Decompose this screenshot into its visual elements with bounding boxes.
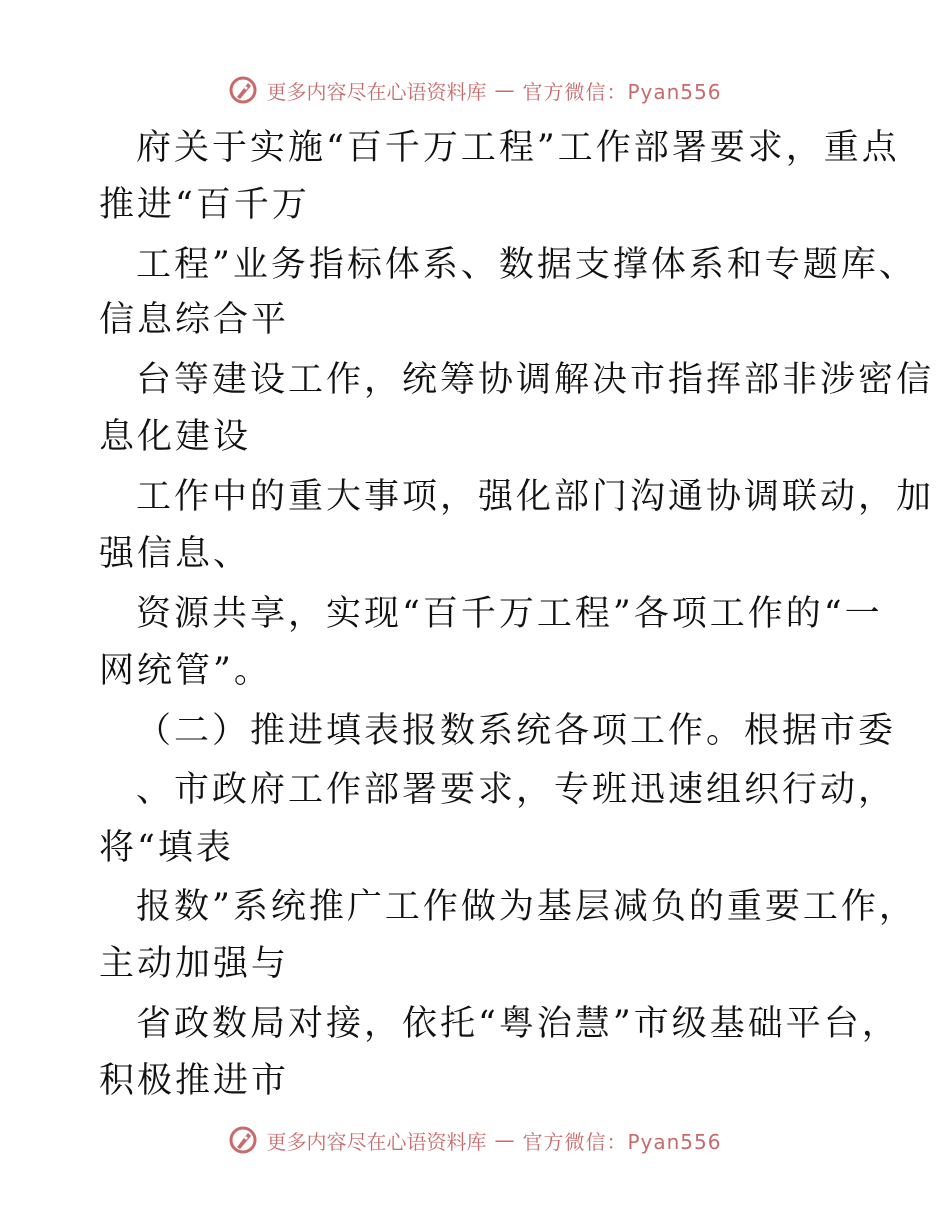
- watermark-header: [0, 70, 950, 110]
- text-line: 息化建设: [99, 417, 252, 457]
- watermark-brand: 更多内容尽在心语资料库: [266, 79, 487, 104]
- watermark-separator: —: [494, 78, 515, 102]
- watermark-brand: 更多内容尽在心语资料库: [266, 1129, 487, 1154]
- text-line: 积极推进市: [99, 1061, 290, 1101]
- text-line: 将“填表: [99, 828, 234, 868]
- text-line: 台等建设工作，统筹协调解决市指挥部非涉密信: [136, 360, 935, 400]
- text-line: 信息综合平: [99, 300, 290, 340]
- text-line: 省政数局对接，依托“粤治慧”市级基础平台，: [136, 1004, 900, 1044]
- watermark-contact: 官方微信：Pyan556: [522, 79, 722, 104]
- text-line: 报数”系统推广工作做为基层减负的重要工作，: [136, 887, 917, 927]
- text-line: 网统管”。: [99, 651, 272, 691]
- text-line: （二）推进填表报数系统各项工作。根据市委: [136, 711, 897, 751]
- text-line: 推进“百千万: [99, 185, 310, 225]
- pen-nib-circle-icon: [228, 1125, 258, 1155]
- text-line: 强信息、: [99, 534, 252, 574]
- text-line: 、市政府工作部署要求，专班迅速组织行动，: [136, 770, 897, 810]
- watermark-contact: 官方微信：Pyan556: [522, 1129, 722, 1154]
- text-line: 资源共享，实现“百千万工程”各项工作的“一: [136, 594, 883, 634]
- text-line: 工作中的重大事项，强化部门沟通协调联动，加: [136, 477, 935, 517]
- watermark-footer: [0, 1120, 950, 1160]
- text-line: 工程”业务指标体系、数据支撑体系和专题库、: [136, 245, 917, 285]
- watermark-separator: —: [494, 1128, 515, 1152]
- pen-nib-circle-icon: [228, 75, 258, 105]
- text-line: 府关于实施“百千万工程”工作部署要求，重点: [136, 128, 900, 168]
- text-line: 主动加强与: [99, 944, 290, 984]
